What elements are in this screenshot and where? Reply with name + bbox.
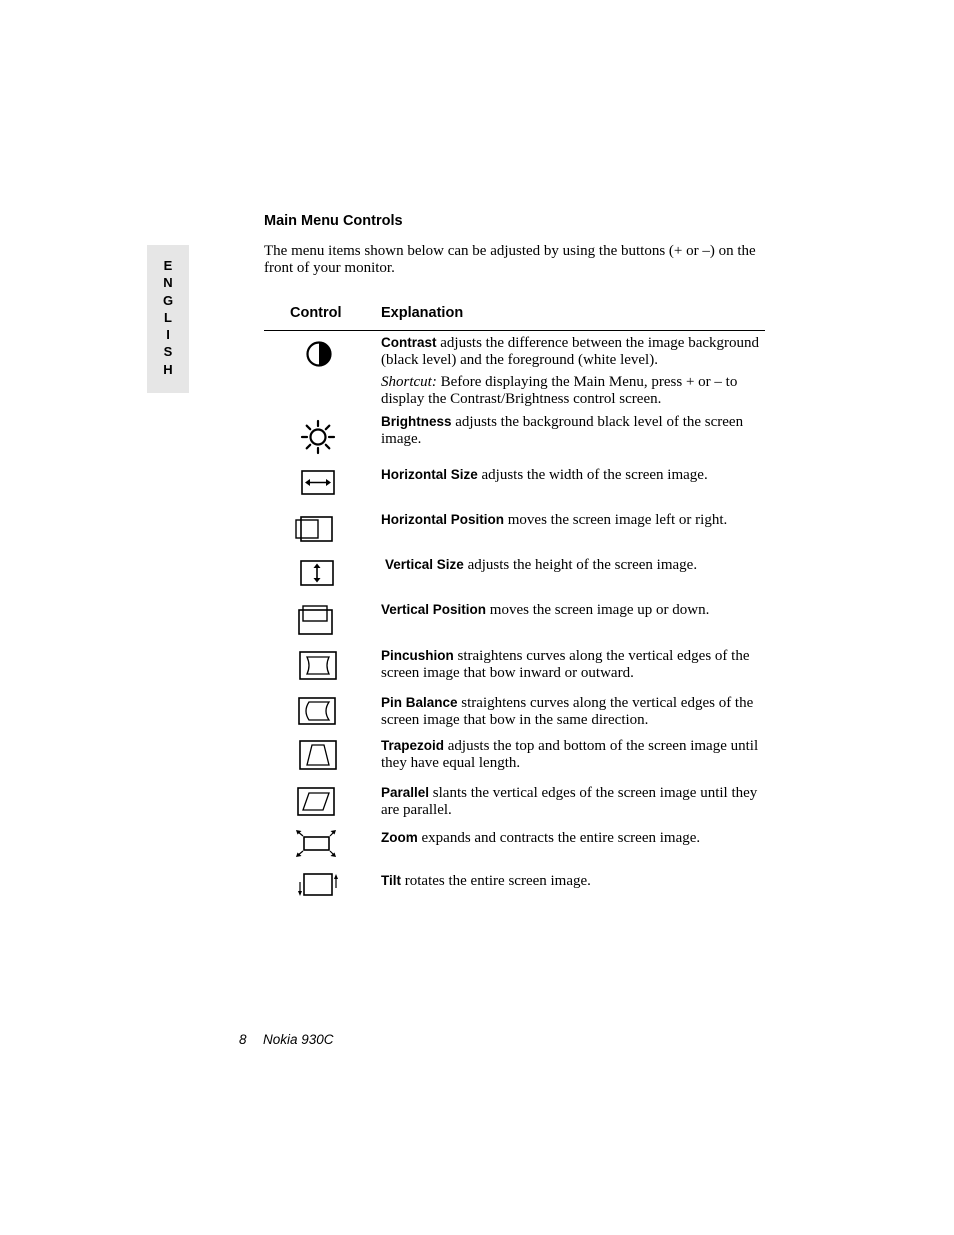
- horizontal-position-icon: [295, 516, 333, 542]
- tilt-icon: [296, 872, 340, 898]
- row-horizontal-position: [381, 511, 765, 529]
- row-term: Tilt: [381, 873, 401, 888]
- row-description: adjusts the top and bottom of the screen image until they have equal length.: [381, 738, 759, 771]
- row-term: Zoom: [381, 830, 418, 845]
- row-term: Pincushion: [381, 648, 454, 663]
- row-description: adjusts the background black level of the screen image.: [381, 414, 744, 447]
- language-tab: [147, 245, 189, 393]
- shortcut-text: Before displaying the Main Menu, press + or – to display the Contrast/Brightness control screen.: [381, 374, 738, 407]
- row-brightness: [381, 413, 765, 448]
- table-rule: [264, 330, 765, 331]
- row-parallel: [381, 784, 765, 819]
- row-term: Horizontal Size: [381, 467, 478, 482]
- pin-balance-icon: [298, 697, 336, 725]
- brightness-icon: [300, 419, 336, 455]
- language-letter: H: [163, 361, 173, 377]
- row-description: expands and contracts the entire screen image.: [417, 830, 701, 846]
- pincushion-icon: [299, 651, 337, 680]
- row-description: straightens curves along the vertical edges of the screen image that bow in the same direction.: [381, 695, 754, 728]
- row-zoom: [381, 829, 765, 847]
- shortcut-label: Shortcut:: [381, 374, 437, 390]
- row-trapezoid: [381, 737, 765, 772]
- row-description: moves the screen image left or right.: [504, 512, 728, 528]
- language-letter: I: [166, 327, 170, 343]
- row-description: straightens curves along the vertical edges of the screen image that bow inward or outward.: [381, 648, 750, 681]
- row-description: adjusts the height of the screen image.: [463, 557, 698, 573]
- horizontal-size-icon: [301, 470, 335, 495]
- row-term: Parallel: [381, 785, 430, 800]
- vertical-position-icon: [298, 605, 334, 635]
- language-tab-letters: [147, 257, 189, 378]
- row-explanation: [381, 334, 765, 369]
- intro-paragraph: The menu items shown below can be adjusted by using the buttons (+ or –) on the front of your monitor.: [264, 243, 756, 276]
- contrast-icon: [304, 339, 334, 369]
- row-term: Brightness: [381, 414, 452, 429]
- product-name: Nokia 930C: [263, 1032, 334, 1047]
- row-description: slants the vertical edges of the screen image until they are parallel.: [381, 785, 758, 818]
- page-number: 8: [239, 1032, 247, 1047]
- language-letter: E: [163, 258, 173, 273]
- row-term: Contrast: [381, 335, 437, 350]
- row-pincushion: [381, 647, 765, 682]
- row-term: Vertical Size: [385, 557, 464, 572]
- vertical-size-icon: [300, 560, 334, 586]
- row-term: Horizontal Position: [381, 512, 504, 527]
- row-vertical-position: [381, 601, 765, 619]
- language-letter: L: [164, 309, 172, 325]
- language-letter: G: [162, 292, 174, 308]
- row-horizontal-size: [381, 466, 765, 484]
- row-description: adjusts the difference between the image background (black level) and the foreground (white level).: [381, 335, 760, 368]
- row-term: Pin Balance: [381, 695, 458, 710]
- row-shortcut: [381, 374, 765, 408]
- column-header-control: Control: [290, 305, 342, 321]
- row-description: adjusts the width of the screen image.: [477, 467, 708, 483]
- language-letter: N: [163, 275, 173, 291]
- row-term: Trapezoid: [381, 738, 445, 753]
- column-header-explanation: Explanation: [381, 305, 464, 321]
- row-term: Vertical Position: [381, 602, 487, 617]
- zoom-icon: [294, 829, 338, 858]
- language-letter: S: [163, 344, 173, 360]
- row-description: rotates the entire screen image.: [401, 873, 591, 889]
- row-description: moves the screen image up or down.: [486, 602, 710, 618]
- section-heading: Main Menu Controls: [264, 213, 403, 229]
- trapezoid-icon: [299, 740, 337, 770]
- row-contrast: [381, 334, 765, 408]
- parallel-icon: [297, 787, 335, 816]
- row-pin-balance: [381, 694, 765, 729]
- row-tilt: [381, 872, 765, 890]
- row-vertical-size: [385, 556, 769, 574]
